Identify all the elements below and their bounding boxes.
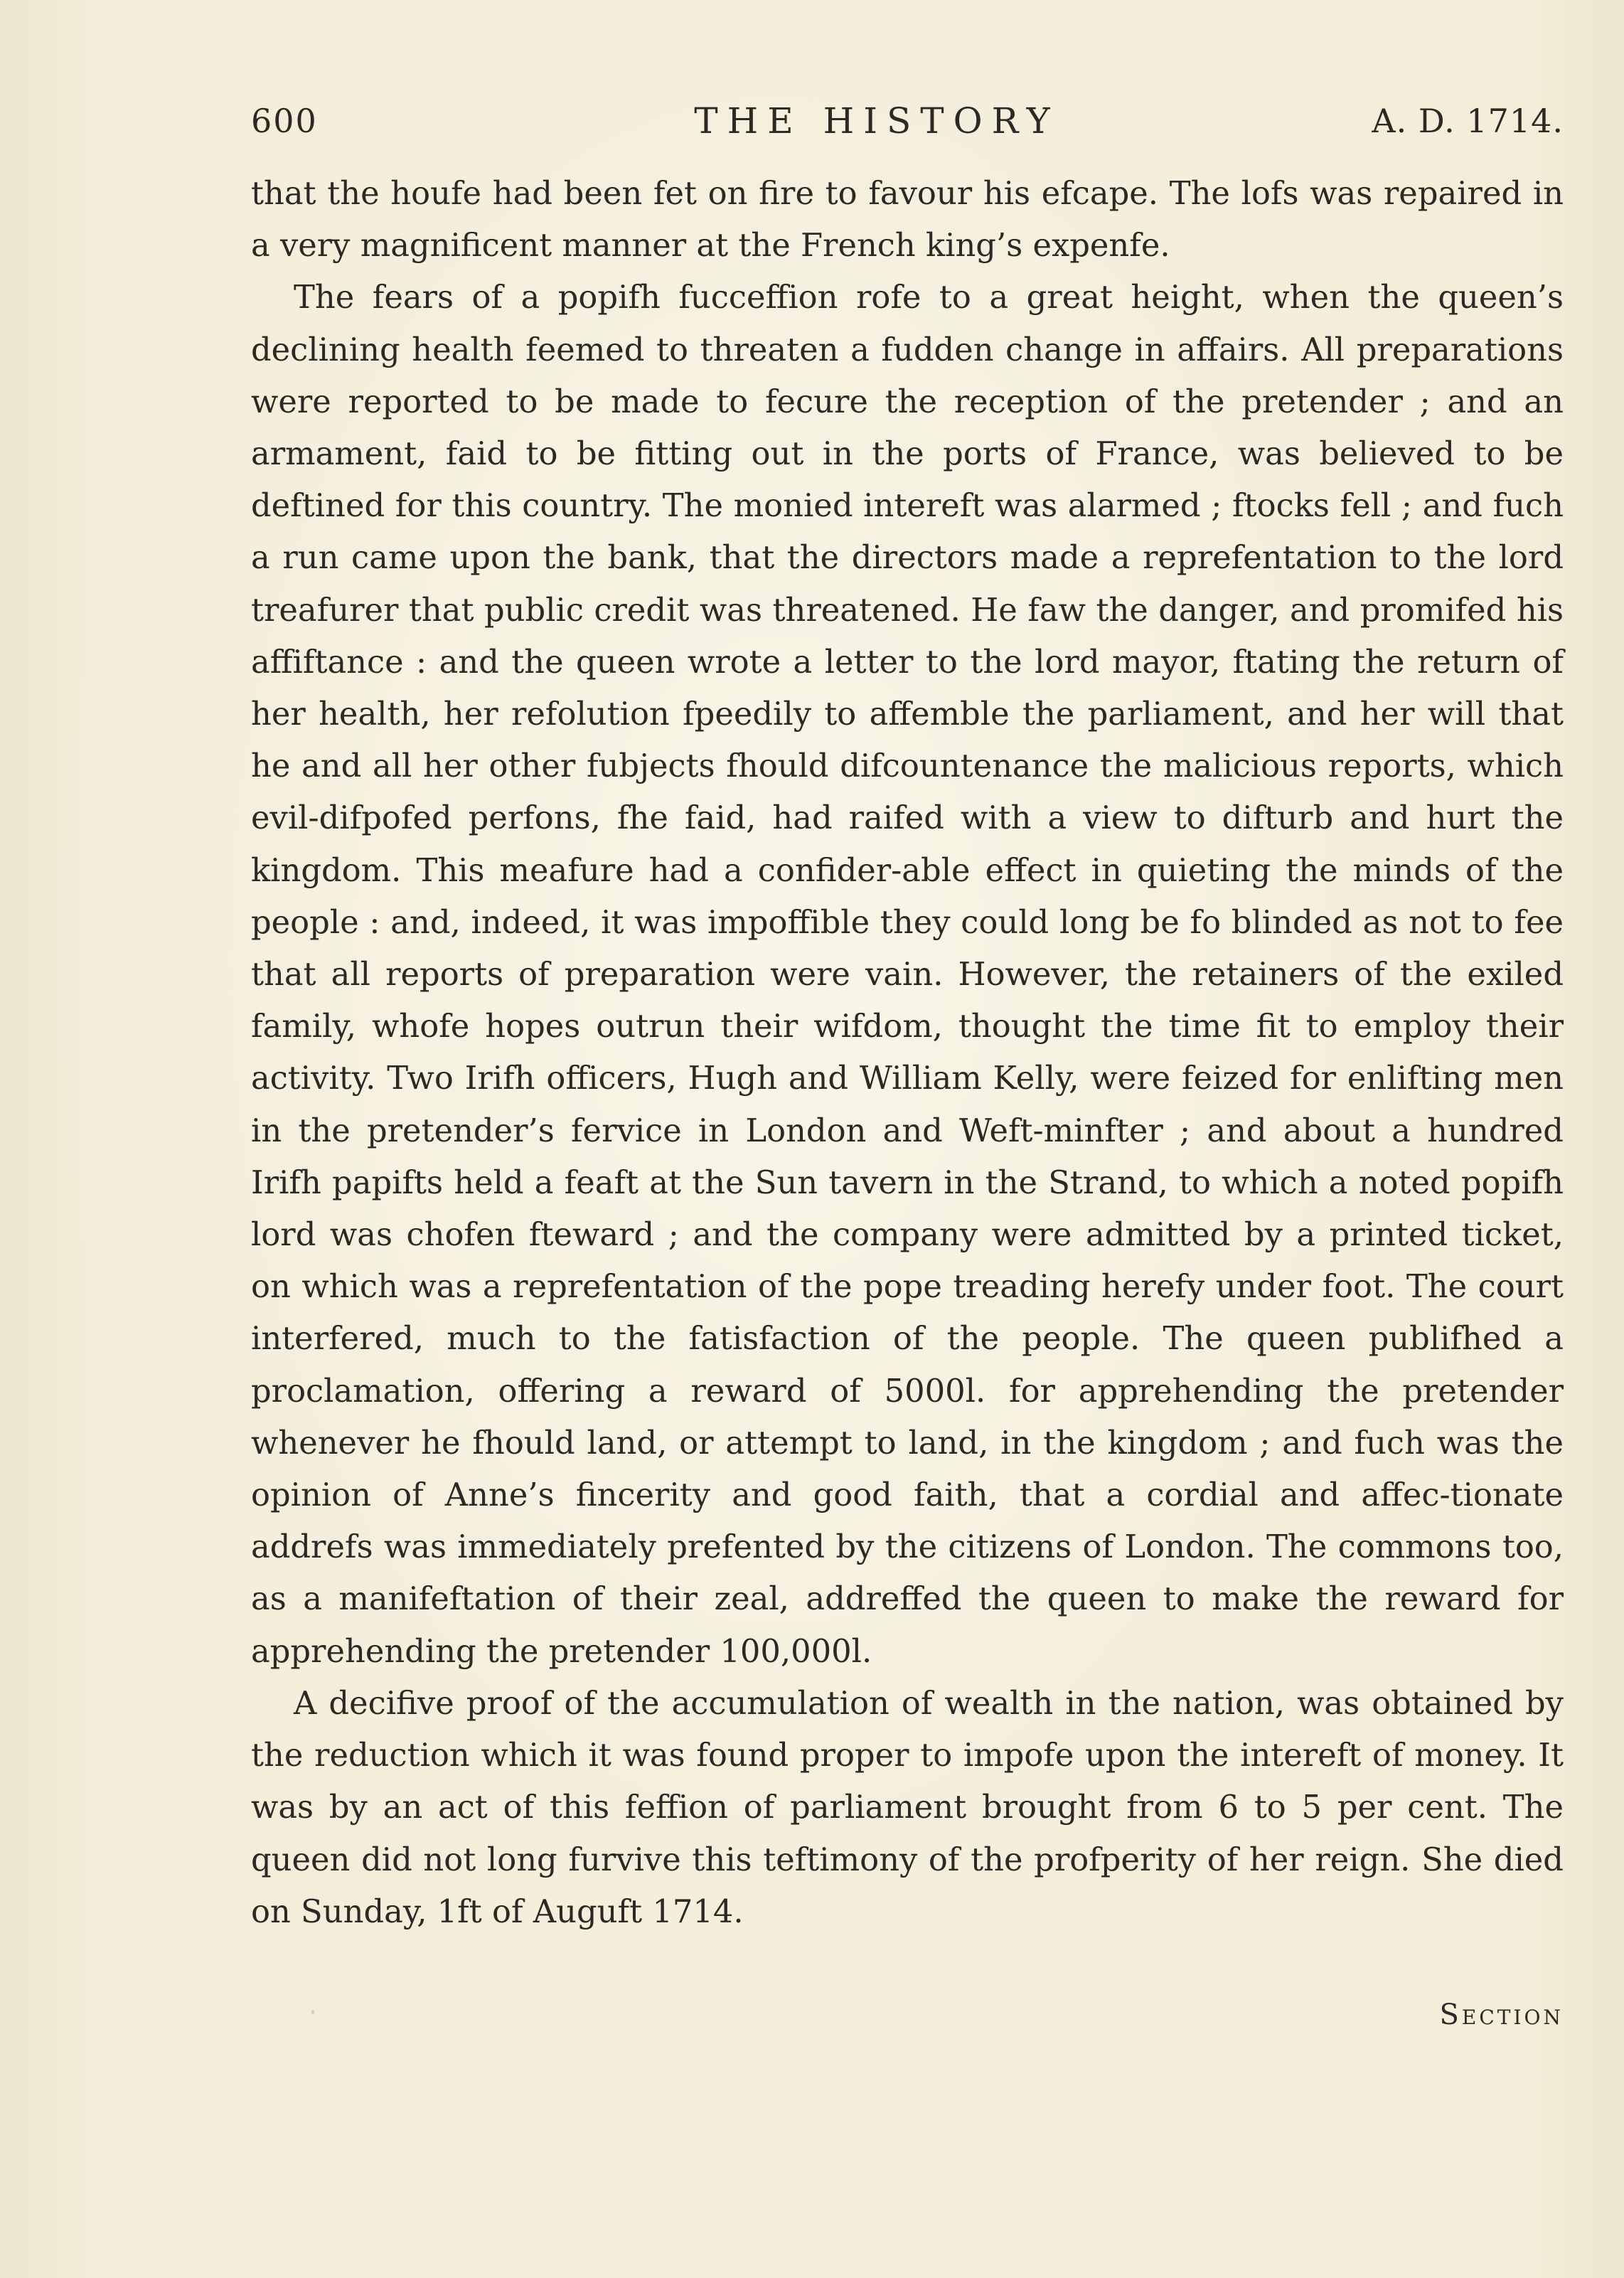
running-title: THE HISTORY [694,100,1059,142]
catchword: Section [1439,1998,1564,2031]
paper-speck [311,2010,314,2014]
paragraph-continuation: that the houfe had been fet on fire to favour his efcape. The lofs was repaired in a very magnificent manner at the French king’s expenfe. [251,174,1564,265]
paragraph-popish-succession: The fears of a popifh fucceffion rofe to a great height, when the queen’s declining health feemed to threaten a fudden change in affairs. All preparations were reported to be made to fecure the reception of the pretender ; and an armament, faid to be fitting out in the ports of France, was believed to be deftined for this country. The monied intereft was alarmed ; ftocks fell ; and fuch a run came upon the bank, that the directors made a reprefentation to the lord treafurer that public credit was threatened. He faw the danger, and promifed his affiftance : and the queen wrote a letter to the lord mayor, ftating the return of her health, her refolution fpeedily to affemble the parliament, and her will that he and all her other fubjects fhould difcountenance the malicious reports, which evil-difpofed perfons, fhe faid, had raifed with a view to difturb and hurt the kingdom. This meafure had a confider-able effect in quieting the minds of the people : and, indeed, it was impoffible they could long be fo blinded as not to fee that all reports of preparation were vain. However, the retainers of the exiled family, whofe hopes outrun their wifdom, thought the time fit to employ their activity. Two Irifh officers, Hugh and William Kelly, were feized for enlifting men in the pretender’s fervice in London and Weft-minfter ; and about a hundred Irifh papifts held a feaft at the Sun tavern in the Strand, to which a noted popifh lord was chofen fteward ; and the company were admitted by a printed ticket, on which was a reprefentation of the pope treading herefy under foot. The court interfered, much to the fatisfaction of the people. The queen publifhed a proclamation, offering a reward of 5000l. for apprehending the pretender whenever he fhould land, or attempt to land, in the kingdom ; and fuch was the opinion of Anne’s fincerity and good faith, that a cordial and affec-tionate addrefs was immediately prefented by the citizens of London. The commons too, as a manifeftation of their zeal, addreffed the queen to make the reward for apprehending the pretender 100,000l. [251,278,1564,1670]
page-number: 600 [251,102,318,140]
body-text [251,167,1564,1937]
running-head [251,84,1564,162]
running-year: A. D. 1714. [1372,102,1564,140]
paragraph-interest-reduction: A decifive proof of the accumulation of wealth in the nation, was obtained by the reduction which it was found proper to impofe upon the intereft of money. It was by an act of this feffion of parliament brought from 6 to 5 per cent. The queen did not long furvive this teftimony of the profperity of her reign. She died on Sunday, 1ft of Auguft 1714. [251,1683,1564,1930]
